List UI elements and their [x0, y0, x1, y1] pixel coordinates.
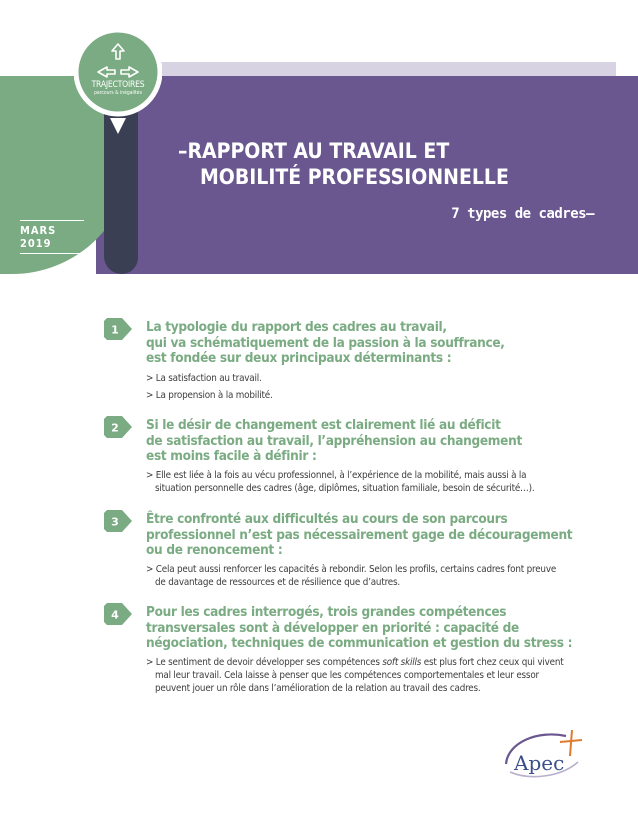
section-4-bullet-line: mal leur travail. Cela laisse à penser que les compétences comportementales et leur essor: [155, 670, 539, 681]
section-3-title-line: ou de renoncement :: [146, 542, 283, 558]
section-3-number-badge: [104, 510, 132, 532]
section-1-number-badge: [104, 318, 132, 340]
section-2-bullet-line: situation personnelle des cadres (âge, diplômes, situation familiale, besoin de sécurité…).: [155, 483, 535, 494]
section-1-title-line: La typologie du rapport des cadres au travail,: [146, 319, 447, 335]
section-3-bullet-line: de davantage de ressources et de résilience que d’autres.: [155, 577, 400, 588]
section-2-bullet-line: > Elle est liée à la fois au vécu professionnel, à l’expérience de la mobilité, mais aussi à la: [146, 470, 527, 481]
section-3-number: 3: [111, 515, 119, 529]
title-line-2: MOBILITÉ PROFESSIONNELLE: [200, 165, 509, 189]
section-1-title: [146, 320, 616, 367]
section-1-number: 1: [111, 323, 119, 337]
section-4-title-line: transversales sont à développer en priorité : capacité de: [146, 619, 519, 636]
section-3-bullet: [146, 563, 598, 589]
section-4-bullet-text: est plus fort chez ceux qui vivent: [421, 657, 564, 668]
section-2-title: [146, 418, 616, 465]
title-line-1: –RAPPORT AU TRAVAIL ET: [178, 139, 450, 163]
section-4-number-badge: [104, 603, 132, 625]
section-2-bullet: [146, 469, 598, 495]
apec-logo-icon: [498, 724, 590, 784]
section-4-title: [146, 605, 616, 652]
section-2-title-line: de satisfaction au travail, l’appréhension au changement: [146, 432, 522, 449]
page-title: [178, 138, 598, 190]
section-3-title-line: professionnel n’est pas nécessairement gage de découragement: [146, 526, 573, 543]
section-2-number-badge: [104, 416, 132, 438]
section-4-bullet-emphasis: soft skills: [382, 657, 422, 668]
section-1-title-line: qui va schématiquement de la passion à la souffrance,: [146, 334, 505, 351]
trajectoires-logo-name: TRAJECTOIRES: [91, 80, 145, 90]
section-3-title: [146, 512, 616, 559]
section-4-number: 4: [111, 608, 119, 622]
section-2-number: 2: [111, 421, 119, 435]
section-4-bullet-text: > Le sentiment de devoir développer ses compétences: [146, 657, 383, 668]
section-4-bullet-line: peuvent jouer un rôle dans l’amélioration de la relation au travail des cadres.: [155, 683, 481, 694]
trajectoires-logo-subtitle: parcours & inégalités: [94, 90, 142, 96]
section-3-title-line: Être confronté aux difficultés au cours de son parcours: [146, 511, 508, 527]
section-2-title-line: est moins facile à définir :: [146, 448, 317, 464]
section-1-bullet: > La propension à la mobilité.: [146, 390, 273, 401]
trajectoires-logo-icon: [74, 22, 162, 136]
section-1-bullet: > La satisfaction au travail.: [146, 373, 262, 384]
section-4-title-line: négociation, techniques de communication et gestion du stress :: [146, 635, 573, 651]
section-4-bullet: [146, 656, 598, 695]
section-1-title-line: est fondée sur deux principaux déterminants :: [146, 350, 452, 366]
header-lilac-band: [130, 62, 616, 76]
section-2-title-line: Si le désir de changement est clairement lié au déficit: [146, 417, 501, 433]
publication-date: MARS 2019: [20, 220, 84, 254]
apec-logo-text: Apec: [514, 751, 565, 775]
page-subtitle: 7 types de cadres–: [451, 206, 594, 222]
section-3-bullet-line: > Cela peut aussi renforcer les capacités à rebondir. Selon les profils, certains cadres font preuve: [146, 564, 557, 575]
section-4-title-line: Pour les cadres interrogés, trois grandes compétences: [146, 604, 507, 620]
